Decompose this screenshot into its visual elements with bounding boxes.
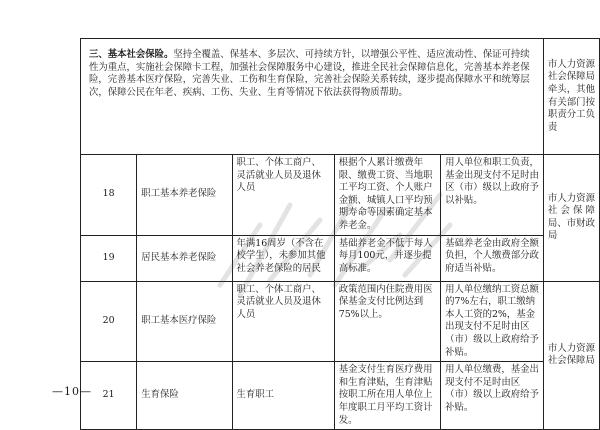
funding-source: 基础养老金由政府全额负担，个人缴费部分政府适当补贴。 xyxy=(441,235,544,281)
section-row xyxy=(81,39,600,155)
service-target: 职工、个体工商户、灵活就业人员及退休人员 xyxy=(232,155,334,236)
service-target: 职工、个体工商户、灵活就业人员及退休人员 xyxy=(232,281,334,362)
service-standard: 基金支付生育医疗费用和生育津贴，生育津贴按职工所在用人单位上年度职工月平均工资计发。 xyxy=(334,362,440,430)
service-target: 年满16周岁（不含在校学生），未参加其他社会养老保险的居民 xyxy=(232,235,334,281)
service-item: 居民基本养老保险 xyxy=(137,235,232,281)
table-row xyxy=(81,235,600,281)
funding-source: 用人单位缴费，基金出现支付不足时由区（市）级以上政府给予补贴。 xyxy=(441,362,544,430)
table-row xyxy=(81,155,600,236)
funding-source: 用人单位缴纳工资总额的7%左右，职工缴纳本人工资的2%，基金出现支付不足时由区（市）级以上政府给予补贴。 xyxy=(441,281,544,362)
section-intro-cell xyxy=(81,39,544,155)
service-target: 生育职工 xyxy=(232,362,334,430)
row-number: 20 xyxy=(81,281,137,362)
section-responsible: 市人力资源社会保障局牵头，其他有关部门按职责分工负责 xyxy=(543,39,599,155)
table-row xyxy=(81,362,600,430)
table-row xyxy=(81,281,600,362)
row-number: 18 xyxy=(81,155,137,236)
public-service-table xyxy=(80,38,600,430)
funding-source: 用人单位和职工负责，基金出现支付不足时由区（市）级以上政府予以补贴。 xyxy=(441,155,544,236)
row-number: 21 xyxy=(81,362,137,430)
page-number: —10— xyxy=(52,385,92,398)
service-standard: 基础养老金不低于每人每月100元，并逐步提高标准。 xyxy=(334,235,440,281)
responsible-unit: 市人力资源社会保障局 xyxy=(543,281,599,430)
service-item: 职工基本医疗保险 xyxy=(137,281,232,362)
service-item: 生育保险 xyxy=(137,362,232,430)
service-standard: 政策范围内住院费用医保基金支付比例达到75%以上。 xyxy=(334,281,440,362)
responsible-unit: 市人力资源社会保障局、市财政局 xyxy=(543,155,599,282)
service-standard: 根据个人累计缴费年限、缴费工资、当地职工平均工资、个人账户金额、城镇人口平均预期寿命等因素确定基本养老金。 xyxy=(334,155,440,236)
service-item: 职工基本养老保险 xyxy=(137,155,232,236)
section-text: 坚持全覆盖、保基本、多层次、可持续方针，以增强公平性、适应流动性、保证可持续性为重点，实施社会保障卡工程，加强社会保障服务中心建设，推进全民社会保障信息化，完善基本养老保险，完善基本医疗保险，完善失业、工伤和生育保险，完善社会保险关系转续，逐步提高保障水平和统筹层次，保障公民在年老、疾病、工伤、失业、生育等情况下依法获得物质帮助。 xyxy=(89,49,530,98)
row-number: 19 xyxy=(81,235,137,281)
section-heading: 三、基本社会保险。 xyxy=(89,49,174,60)
